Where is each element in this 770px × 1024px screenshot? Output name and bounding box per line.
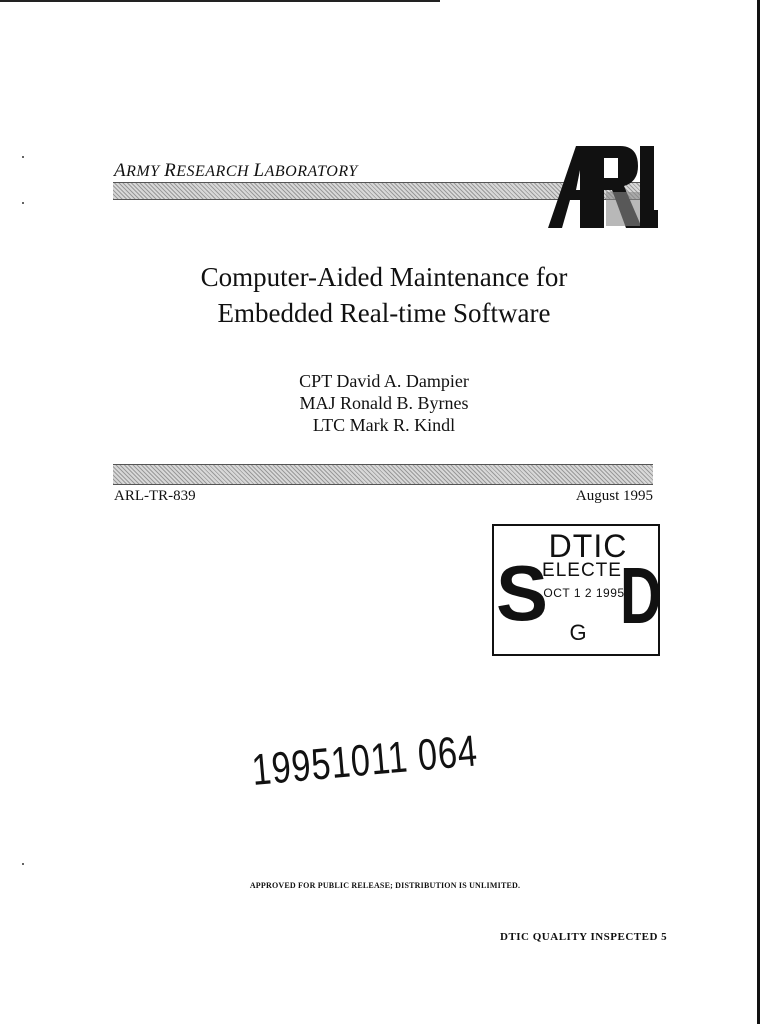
- lab-name-word: RESEARCH: [164, 160, 250, 181]
- distribution-statement: APPROVED FOR PUBLIC RELEASE; DISTRIBUTION IS UNLIMITED.: [249, 881, 521, 890]
- author-list: [220, 370, 548, 436]
- stamp-status: ELECTE: [542, 560, 622, 581]
- stamp-letter-d: D: [620, 551, 662, 640]
- title-line: Computer-Aided Maintenance for: [200, 262, 568, 292]
- author-name: MAJ Ronald B. Byrnes: [299, 393, 469, 413]
- scan-speck: [22, 156, 24, 158]
- stamp-date: OCT 1 2 1995: [543, 586, 625, 600]
- lab-name-word: LABORATORY: [253, 160, 358, 181]
- stamp-letter-s: S: [496, 549, 549, 637]
- author-name: LTC Mark R. Kindl: [312, 415, 456, 435]
- dtic-stamp: [492, 524, 660, 656]
- title-line: Embedded Real-time Software: [217, 298, 551, 328]
- divider-rule: [113, 464, 653, 485]
- report-date: August 1995: [575, 488, 653, 504]
- report-title: [120, 259, 648, 331]
- scan-speck: [22, 202, 24, 204]
- scan-right-edge: [757, 0, 760, 1024]
- report-number: ARL-TR-839: [114, 488, 196, 504]
- stamp-grade: G: [569, 620, 587, 645]
- quality-inspection-note: DTIC QUALITY INSPECTED 5: [500, 931, 668, 943]
- scan-top-edge: [0, 0, 440, 2]
- stamp-title: DTIC: [548, 528, 628, 564]
- accession-number: 19951011 064: [249, 726, 480, 795]
- scan-speck: [22, 863, 24, 865]
- lab-name: [114, 160, 358, 182]
- lab-name-word: ARMY: [114, 160, 160, 181]
- arl-logo-icon: [546, 144, 658, 228]
- author-name: CPT David A. Dampier: [299, 371, 469, 391]
